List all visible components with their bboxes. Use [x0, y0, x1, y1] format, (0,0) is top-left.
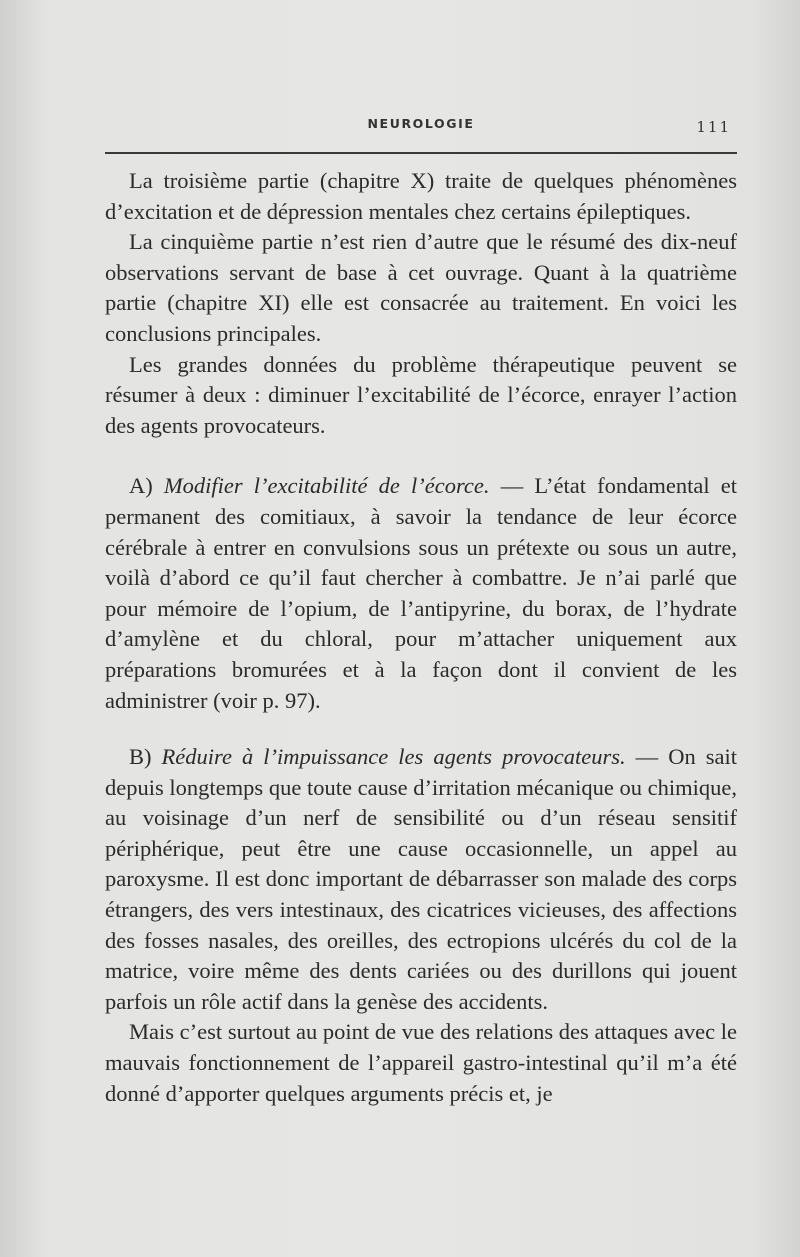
section-a-marker: A) — [129, 473, 153, 499]
page-header — [105, 112, 737, 142]
paragraph-main-data: Les grandes données du problème thérapeutique peuvent se résumer à deux : diminuer l’excitabilité de l’écorce, enrayer l’action des agents provocateurs. — [105, 351, 737, 438]
body-text — [105, 166, 737, 1109]
section-a — [105, 471, 737, 716]
running-head: NEUROLOGIE — [367, 116, 475, 131]
section-b-body: — On sait depuis longtemps que toute cause d’irritation mécanique ou chimique, au voisinage d’un nerf de sensibilité ou d’un réseau sensitif périphérique, peut être une cause occasionnelle, un appel au paroxysme. Il est donc important de débarrasser son malade des corps étrangers, des vers intestinaux, des cicatrices vicieuses, des affections des fosses nasales, des oreilles, des ectropions ulcérés du col de la matrice, voire même des dents cariées ou des durillons qui jouent parfois un rôle actif dans la genèse des accidents. — [105, 744, 737, 1014]
section-b-title: Réduire à l’impuissance les agents provocateurs. — [161, 744, 626, 770]
section-a-title: Modifier l’excitabilité de l’écorce. — [163, 473, 490, 499]
paragraph-fifth-part: La cinquième partie n’est rien d’autre que le résumé des dix-neuf observations servant de base à cet ouvrage. Quant à la quatrième partie (chapitre XI) elle est consacrée au traitement. En voici les conclusions principales. — [105, 229, 737, 346]
section-b-marker: B) — [129, 744, 152, 770]
section-spacer — [105, 441, 737, 471]
paragraph-gastro-intestinal: Mais c’est surtout au point de vue des relations des attaques avec le mauvais fonctionnement de l’appareil gastro-intestinal qu’il m’a été donné d’apporter quelques arguments précis et, je — [105, 1019, 737, 1106]
header-rule — [105, 152, 737, 154]
section-a-body: — L’état fondamental et permanent des comitiaux, à savoir la tendance de leur écorce cérébrale à entrer en convulsions sous un prétexte ou sous un autre, voilà d’abord ce qu’il faut chercher à combattre. Je n’ai parlé que pour mémoire de l’opium, de l’antipyrine, du borax, de l’hydrate d’amylène et du chloral, pour m’attacher uniquement aux préparations bromurées et à la façon dont il convient de les administrer (voir p. 97). — [105, 473, 737, 713]
page-number: 111 — [696, 118, 731, 136]
paragraph-third-part: La troisième partie (chapitre X) traite de quelques phénomènes d’excitation et de dépression mentales chez certains épileptiques. — [105, 168, 737, 224]
section-spacer — [105, 716, 737, 742]
section-b — [105, 742, 737, 1017]
